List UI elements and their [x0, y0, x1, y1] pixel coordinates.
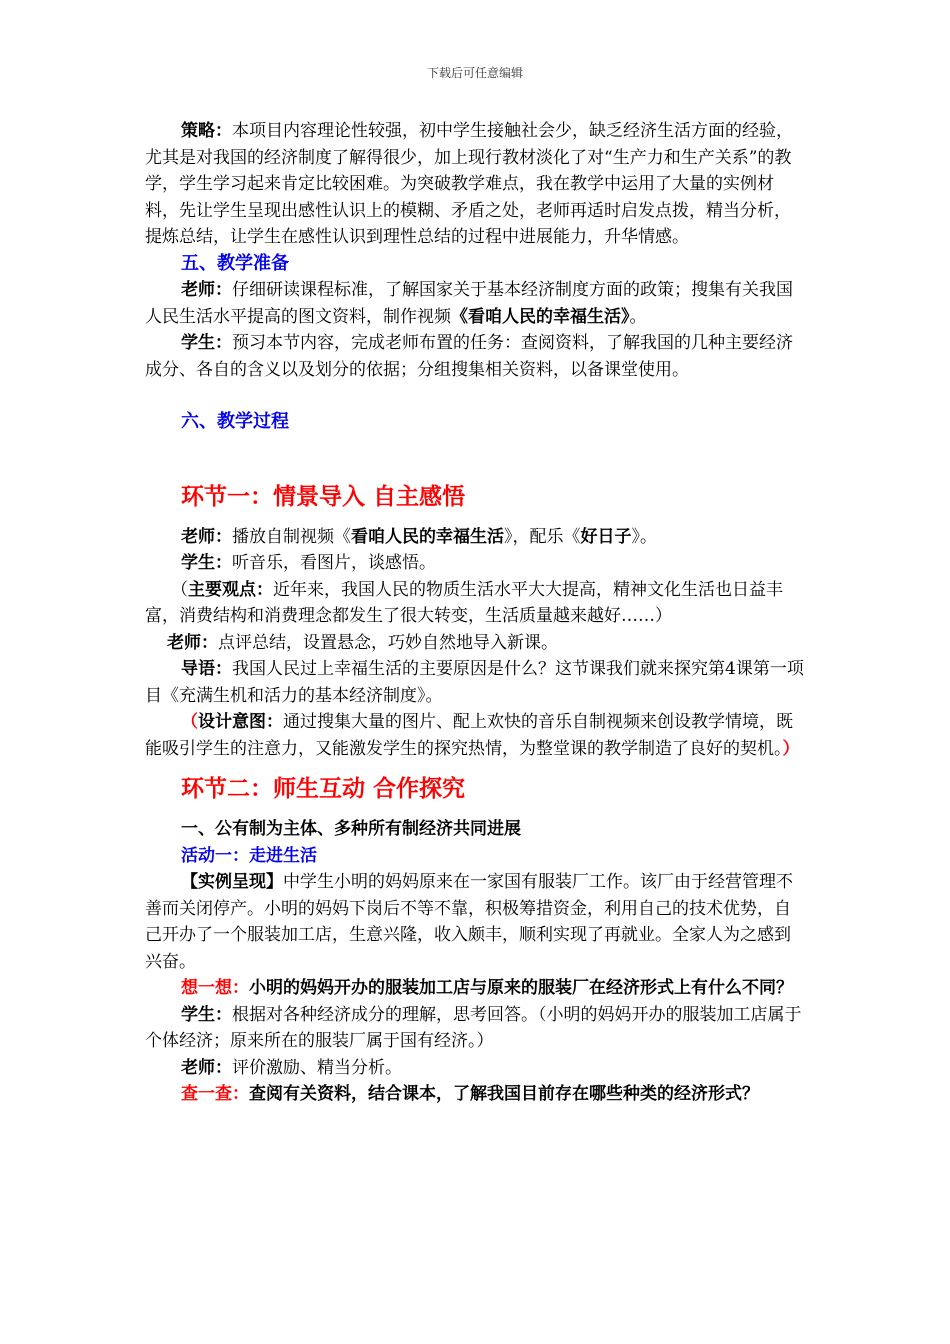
- stage1-teacher-paragraph: [145, 524, 805, 551]
- stage1-title: 环节一：情景导入 自主感悟: [181, 482, 466, 510]
- stage2-student-label: 学生：: [181, 1004, 232, 1025]
- stage1-student-text: 听音乐，看图片，谈感悟。: [232, 553, 436, 573]
- stage1-student-label: 学生：: [181, 553, 232, 573]
- stage1-view-open: （: [171, 579, 188, 600]
- prep-teacher-end: 。: [629, 306, 647, 327]
- stage1-design-paragraph: [145, 709, 805, 762]
- section-heading-prep: 五、教学准备: [181, 252, 289, 274]
- strategy-label: 策略：: [181, 121, 232, 141]
- stage1-teacher-text-c: 》。: [631, 526, 657, 547]
- stage1-view-paragraph: [145, 577, 805, 630]
- document-body: [145, 118, 805, 1108]
- prep-student-label: 学生：: [181, 333, 232, 353]
- stage2-case-paragraph: [145, 869, 805, 975]
- stage2-case-text: 中学生小明的妈妈原来在一家国有服装厂工作。该厂由于经营管理不善而关闭停产。小明的妈妈下岗后不等不靠，积极筹措资金，利用自己的技术优势，自己开办了一个服装加工店，生意兴隆，收入颇丰，顺利实现了再就业。全家人为之感到兴奋。: [145, 872, 793, 972]
- stage1-view-label: 主要观点：: [188, 579, 273, 600]
- stage1-teacher-text-a: 播放自制视频《: [232, 526, 351, 547]
- stage1-lead-text: 我国人民过上幸福生活的主要原因是什么？这节课我们就来探究第4课第一项目《充满生机和活力的基本经济制度》。: [145, 659, 804, 706]
- page-header: 下载后可任意编辑: [426, 66, 523, 80]
- stage1-view-text: 近年来，我国人民的物质生活水平大大提高，精神文化生活也日益丰富，消费结构和消费理念都发生了很大转变，生活质量越来越好……）: [145, 579, 783, 626]
- stage2-activity1: 活动一：走进生活: [181, 845, 317, 866]
- stage1-design-text: 通过搜集大量的图片、配上欢快的音乐自制视频来创设教学情境，既能吸引学生的注意力，又能激发学生的探究热情，为整堂课的教学制造了良好的契机。: [145, 712, 793, 759]
- strategy-text: 本项目内容理论性较强，初中学生接触社会少，缺乏经济生活方面的经验，尤其是对我国的经济制度了解得很少，加上现行教材淡化了对“生产力和生产关系”的教学，学生学习起来肯定比较困难。为突破教学难点，我在教学中运用了大量的实例材料，先让学生呈现出感性认识上的模糊、矛盾之处，老师再适时启发点拨，精当分析，提炼总结，让学生在感性认识到理性总结的过程中进展能力，升华情感。: [145, 121, 793, 247]
- stage1-teacher2-text: 点评总结，设置悬念，巧妙自然地导入新课。: [218, 632, 558, 653]
- prep-teacher-paragraph: [145, 277, 805, 330]
- stage1-teacher2-label: 老师：: [167, 632, 218, 653]
- stage1-design-label: 设计意图：: [198, 712, 283, 732]
- stage2-sub1: 一、公有制为主体、多种所有制经济共同进展: [181, 819, 521, 839]
- prep-teacher-video-title: 《看咱人民的幸福生活》: [451, 306, 630, 327]
- strategy-paragraph: [145, 118, 805, 251]
- stage1-student-paragraph: [145, 550, 805, 577]
- stage2-case-label: 【实例呈现】: [181, 872, 283, 892]
- stage2-title: 环节二：师生互动 合作探究: [181, 775, 466, 802]
- stage2-think-label: 想一想：: [181, 978, 249, 998]
- stage2-student-paragraph: [145, 1002, 805, 1055]
- stage2-teacher-text: 评价激励、精当分析。: [232, 1057, 402, 1078]
- stage1-lead-label: 导语：: [181, 659, 232, 679]
- stage1-teacher2-paragraph: [145, 630, 805, 657]
- stage1-lead-paragraph: [145, 656, 805, 709]
- stage2-check-paragraph: [145, 1081, 805, 1108]
- prep-student-text: 预习本节内容，完成老师布置的任务：查阅资料，了解我国的几种主要经济成分、各自的含义以及划分的依据；分组搜集相关资料，以备课堂使用。: [145, 333, 793, 380]
- stage1-teacher-text-b: 》，配乐《: [504, 526, 581, 547]
- stage2-think-paragraph: [145, 975, 805, 1002]
- prep-student-paragraph: [145, 330, 805, 383]
- prep-teacher-text: 仔细研读课程标准，了解国家关于基本经济制度方面的政策；搜集有关我国人民生活水平提高的图文资料，制作视频: [145, 280, 793, 327]
- stage1-video-title: 看咱人民的幸福生活: [351, 526, 504, 547]
- stage1-song-title: 好日子: [580, 526, 632, 547]
- prep-teacher-label: 老师：: [181, 280, 232, 300]
- stage2-think-text: 小明的妈妈开办的服装加工店与原来的服装厂在经济形式上有什么不同？: [249, 978, 793, 998]
- stage1-teacher-label: 老师：: [181, 526, 232, 547]
- stage2-teacher-label: 老师：: [181, 1057, 232, 1078]
- stage1-design-open: （: [181, 712, 198, 732]
- stage2-check-text: 查阅有关资料，结合课本，了解我国目前存在哪些种类的经济形式？: [249, 1084, 759, 1104]
- stage2-subheading: [145, 816, 805, 843]
- stage1-design-close: ）: [782, 738, 800, 759]
- section-heading-process: 六、教学过程: [181, 411, 289, 432]
- stage2-teacher-paragraph: [145, 1055, 805, 1082]
- stage2-student-text: 根据对各种经济成分的理解，思考回答。（小明的妈妈开办的服装加工店属于个体经济；原来所在的服装厂属于国有经济。）: [145, 1004, 802, 1051]
- stage2-check-label: 查一查：: [181, 1084, 249, 1104]
